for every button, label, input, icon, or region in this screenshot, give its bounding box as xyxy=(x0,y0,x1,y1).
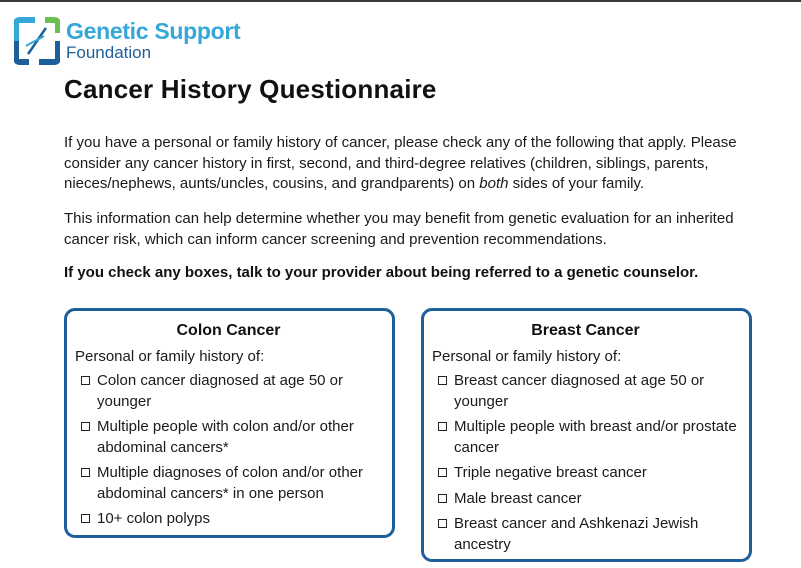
item-label: Breast cancer diagnosed at age 50 or younger xyxy=(454,372,705,410)
checkbox[interactable] xyxy=(438,422,447,431)
item-label: Multiple diagnoses of colon and/or other abdominal cancers* in one person xyxy=(97,464,364,502)
card-lead: Personal or family history of: xyxy=(75,348,265,365)
item-label: Breast cancer and Ashkenazi Jewish ancestry xyxy=(454,515,699,553)
intro-emphasis: both xyxy=(479,175,509,192)
card-title: Breast Cancer xyxy=(531,322,640,339)
item-label: Multiple people with breast and/or prostate cancer xyxy=(454,418,737,456)
checklist-item xyxy=(75,463,382,504)
checklist-item xyxy=(75,417,382,458)
brand-logo xyxy=(14,16,240,66)
checklist-item xyxy=(75,371,382,412)
checklist-item xyxy=(432,417,739,458)
card-lead: Personal or family history of: xyxy=(432,348,622,365)
breast-cancer-card xyxy=(421,308,752,562)
checkbox[interactable] xyxy=(438,376,447,385)
checkbox[interactable] xyxy=(81,514,90,523)
checklist-item xyxy=(75,509,382,530)
item-label: Multiple people with colon and/or other abdominal cancers* xyxy=(97,418,354,456)
colon-cancer-card xyxy=(64,308,395,538)
intro-text-b: sides of your family. xyxy=(508,175,645,192)
item-label: Colon cancer diagnosed at age 50 or younger xyxy=(97,372,344,410)
intro-paragraph-1 xyxy=(64,133,764,195)
page-title: Cancer History Questionnaire xyxy=(64,74,437,104)
dna-logo-icon xyxy=(14,16,60,66)
checkbox[interactable] xyxy=(81,376,90,385)
checklist-item xyxy=(432,371,739,412)
item-label: 10+ colon polyps xyxy=(97,510,210,527)
checkbox[interactable] xyxy=(81,422,90,431)
item-label: Triple negative breast cancer xyxy=(454,464,647,481)
intro-text-a: If you have a personal or family history of cancer, please check any of the following that apply. Please consider any cancer history in first, second, and third-degree relatives (children, siblings, parents, nieces/nephews, aunts/uncles, cousins, and grandparents) on xyxy=(64,134,737,192)
checklist-item xyxy=(432,514,739,555)
checklist-item xyxy=(432,489,739,510)
intro-paragraph-2: This information can help determine whether you may benefit from genetic evaluation for an inherited cancer risk, which can inform cancer screening and prevention recommendations. xyxy=(64,210,734,248)
card-title: Colon Cancer xyxy=(176,322,281,339)
checkbox[interactable] xyxy=(438,468,447,477)
checkbox[interactable] xyxy=(81,468,90,477)
brand-name-line2: Foundation xyxy=(66,43,152,62)
item-label: Male breast cancer xyxy=(454,489,582,507)
checklist-item xyxy=(432,463,739,484)
brand-name-line1: Genetic Support xyxy=(66,18,241,44)
instruction-note: If you check any boxes, talk to your provider about being referred to a genetic counselor. xyxy=(64,264,699,281)
checkbox[interactable] xyxy=(438,494,447,503)
checkbox[interactable] xyxy=(438,519,447,528)
